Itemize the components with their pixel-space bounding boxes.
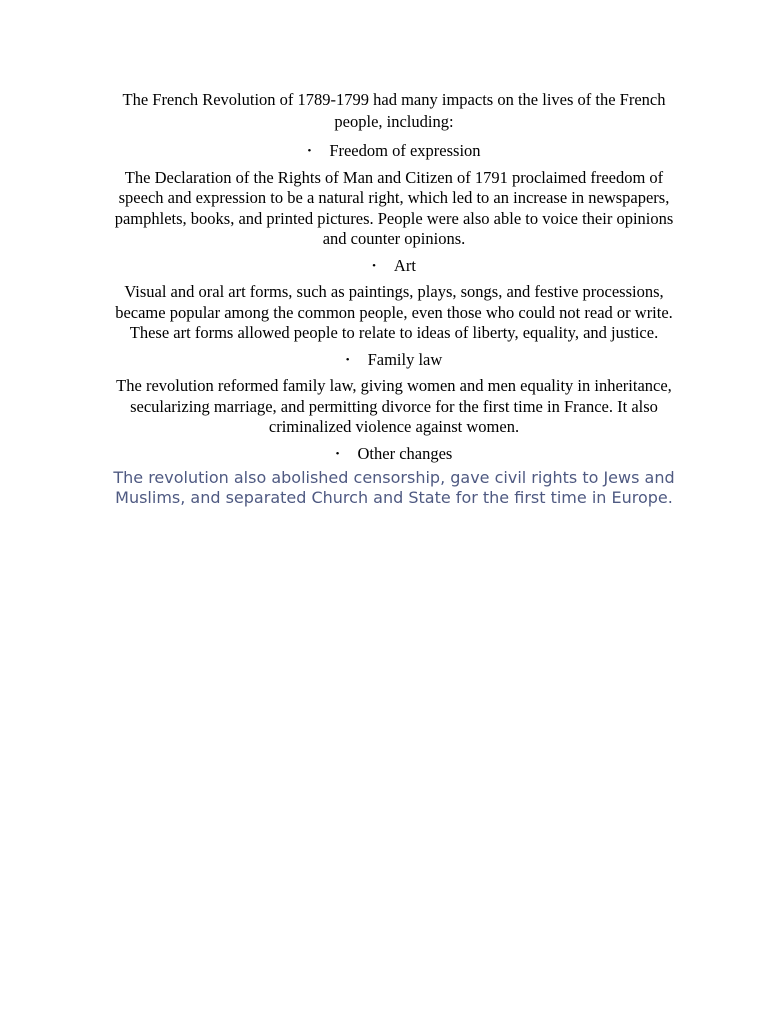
bullet-icon: • [307, 145, 312, 157]
section-heading-label: Family law [367, 349, 443, 369]
section-body-family-law: The revolution reformed family law, giving women and men equality in inheritance, secularizing marriage, and permitting divorce for the first time in France. It also criminalized violence against women. [116, 376, 672, 436]
section-body-freedom: The Declaration of the Rights of Man and Citizen of 1791 proclaimed freedom of speech and expression to be a natural right, which led to an increase in newspapers, pamphlets, books, and printed pictures. People were also able to voice their opinions and counter opinions. [114, 167, 674, 248]
intro-paragraph: The French Revolution of 1789-1799 had many impacts on the lives of the French people, including: [122, 90, 666, 131]
document-body [112, 89, 676, 508]
bullet-icon: • [345, 353, 350, 366]
section-heading-label: Freedom of expression [329, 141, 481, 160]
bullet-icon: • [335, 447, 340, 460]
section-body-other-changes: The revolution also abolished censorship, gave civil rights to Jews and Muslims, and separated Church and State for the first time in Europe. [113, 468, 675, 507]
section-heading-art [112, 256, 676, 277]
section-body-art: Visual and oral art forms, such as paintings, plays, songs, and festive processions, became popular among the common people, even those who could not read or write. These art forms allowed people to relate to ideas of liberty, equality, and justice. [115, 282, 673, 342]
bullet-icon: • [372, 259, 376, 272]
section-heading-label: Art [393, 255, 416, 275]
section-heading-freedom [112, 141, 676, 162]
section-heading-other-changes [112, 444, 676, 465]
section-heading-family-law [112, 350, 676, 371]
section-heading-label: Other changes [357, 443, 453, 463]
